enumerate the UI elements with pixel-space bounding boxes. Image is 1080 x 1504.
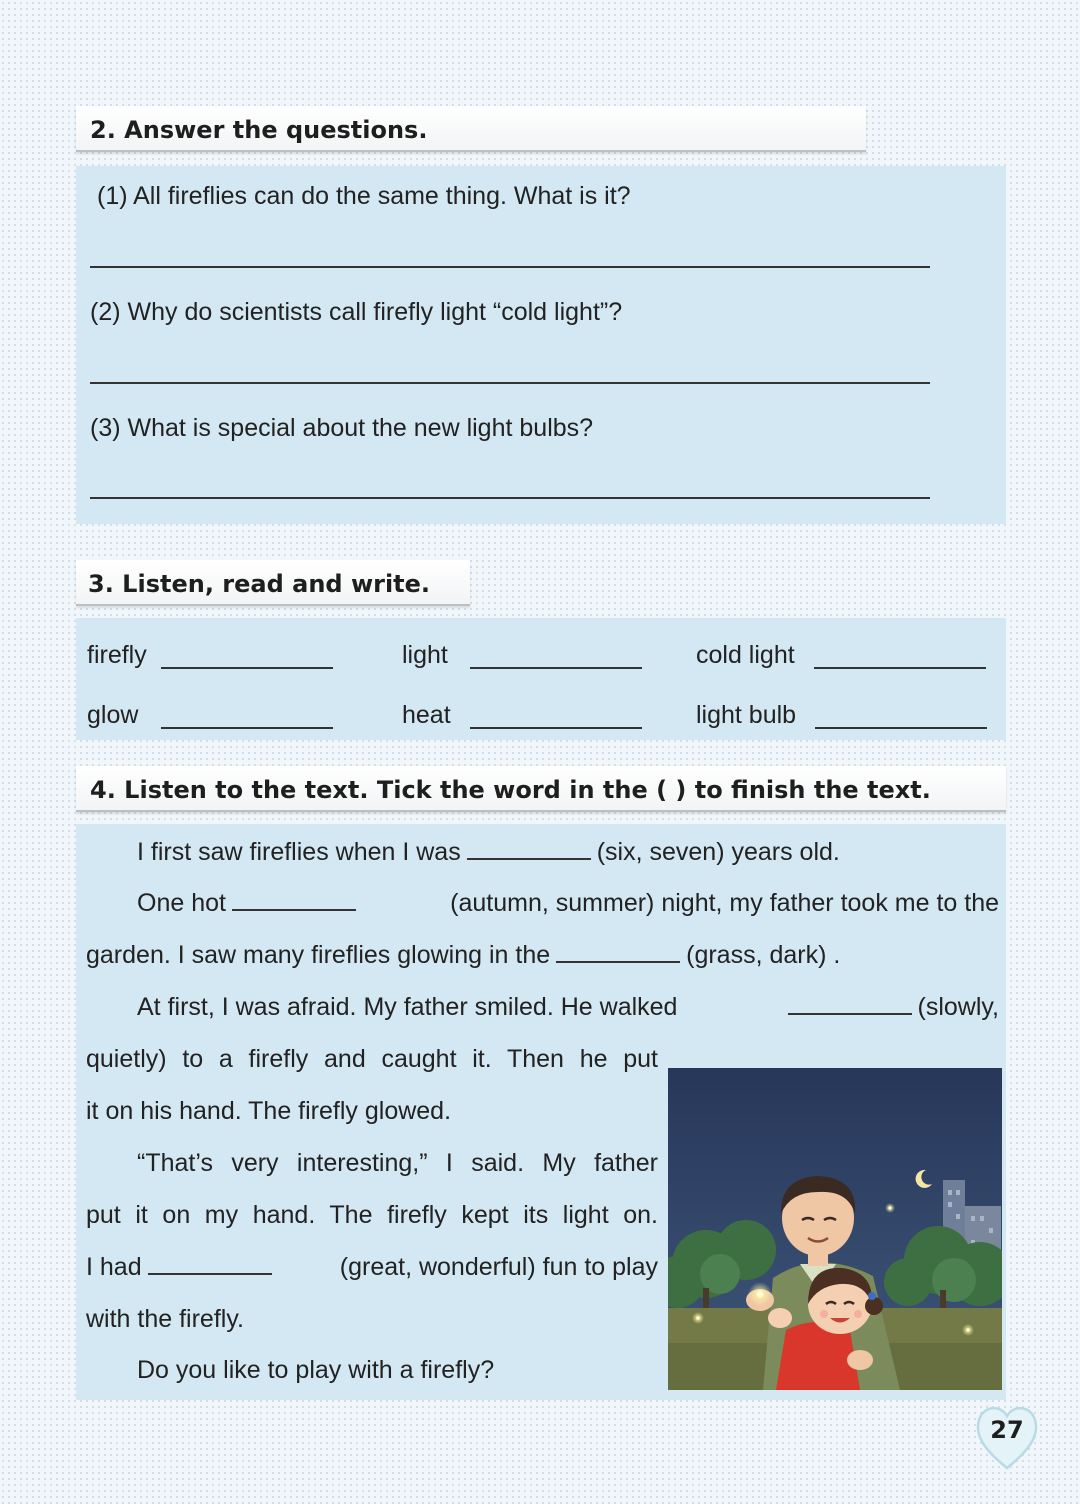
section-2-title: 2. Answer the questions. [90, 116, 428, 144]
word-blank-light-bulb[interactable] [815, 727, 987, 729]
text: I had [86, 1253, 278, 1282]
section-4-header [76, 766, 1006, 812]
fill-blank-4[interactable] [788, 993, 912, 1015]
paragraph-line-11: Do you like to play with a firefly? [137, 1356, 495, 1384]
section-2-header [76, 106, 866, 152]
page-number: 27 [990, 1416, 1024, 1444]
question-1: (1) All fireflies can do the same thing. What is it? [97, 182, 631, 210]
section-4-title: 4. Listen to the text. Tick the word in the ( ) to finish the text. [90, 776, 931, 804]
word-blank-firefly[interactable] [161, 667, 333, 669]
question-3: (3) What is special about the new light bulbs? [90, 414, 594, 442]
word-light: light [402, 641, 448, 669]
text: (autumn, summer) night, my father took me to the [450, 889, 999, 917]
word-heat: heat [402, 701, 451, 729]
word-glow: glow [87, 701, 139, 729]
fill-blank-5[interactable] [148, 1253, 272, 1275]
paragraph-line-4 [137, 993, 999, 1022]
word-blank-heat[interactable] [470, 727, 642, 729]
paragraph-line-7: “That’s very interesting,” I said. My father [137, 1149, 658, 1177]
firefly-night-illustration [668, 1068, 1002, 1390]
answer-line-2[interactable] [90, 382, 930, 384]
text: At first, I was afraid. My father smiled. He walked [137, 993, 678, 1021]
text: (slowly, [782, 993, 999, 1022]
word-blank-cold-light[interactable] [814, 667, 986, 669]
section-3-panel [76, 618, 1006, 740]
paragraph-line-3 [86, 941, 840, 970]
paragraph-line-10: with the firefly. [86, 1305, 244, 1333]
page-number-badge [974, 1400, 1040, 1472]
answer-line-3[interactable] [90, 497, 930, 499]
section-2-panel [76, 166, 1006, 524]
fill-blank-3[interactable] [556, 941, 680, 963]
word-blank-glow[interactable] [161, 727, 333, 729]
section-3-title: 3. Listen, read and write. [88, 570, 431, 598]
answer-line-1[interactable] [90, 266, 930, 268]
paragraph-line-6: it on his hand. The firefly glowed. [86, 1097, 452, 1125]
paragraph-line-2 [137, 889, 999, 918]
paragraph-line-5: quietly) to a firefly and caught it. Then he put [86, 1045, 658, 1073]
word-cold-light: cold light [696, 641, 795, 669]
paragraph-line-9 [86, 1253, 658, 1282]
section-3-header [76, 560, 470, 606]
text: (grass, dark) . [686, 941, 841, 969]
question-2: (2) Why do scientists call firefly light “cold light”? [90, 298, 623, 326]
text: (great, wonderful) fun to play [339, 1253, 658, 1281]
text: (six, seven) years old. [596, 838, 840, 866]
text: I first saw fireflies when I was [137, 838, 461, 866]
word-blank-light[interactable] [470, 667, 642, 669]
paragraph-line-8: put it on my hand. The firefly kept its light on. [86, 1201, 658, 1229]
word-light-bulb: light bulb [696, 701, 797, 729]
fill-blank-2[interactable] [232, 889, 356, 911]
fill-blank-1[interactable] [467, 838, 591, 860]
paragraph-line-1 [137, 838, 840, 867]
text: garden. I saw many fireflies glowing in the [86, 941, 551, 969]
word-firefly: firefly [87, 641, 147, 669]
text: One hot [137, 889, 362, 918]
